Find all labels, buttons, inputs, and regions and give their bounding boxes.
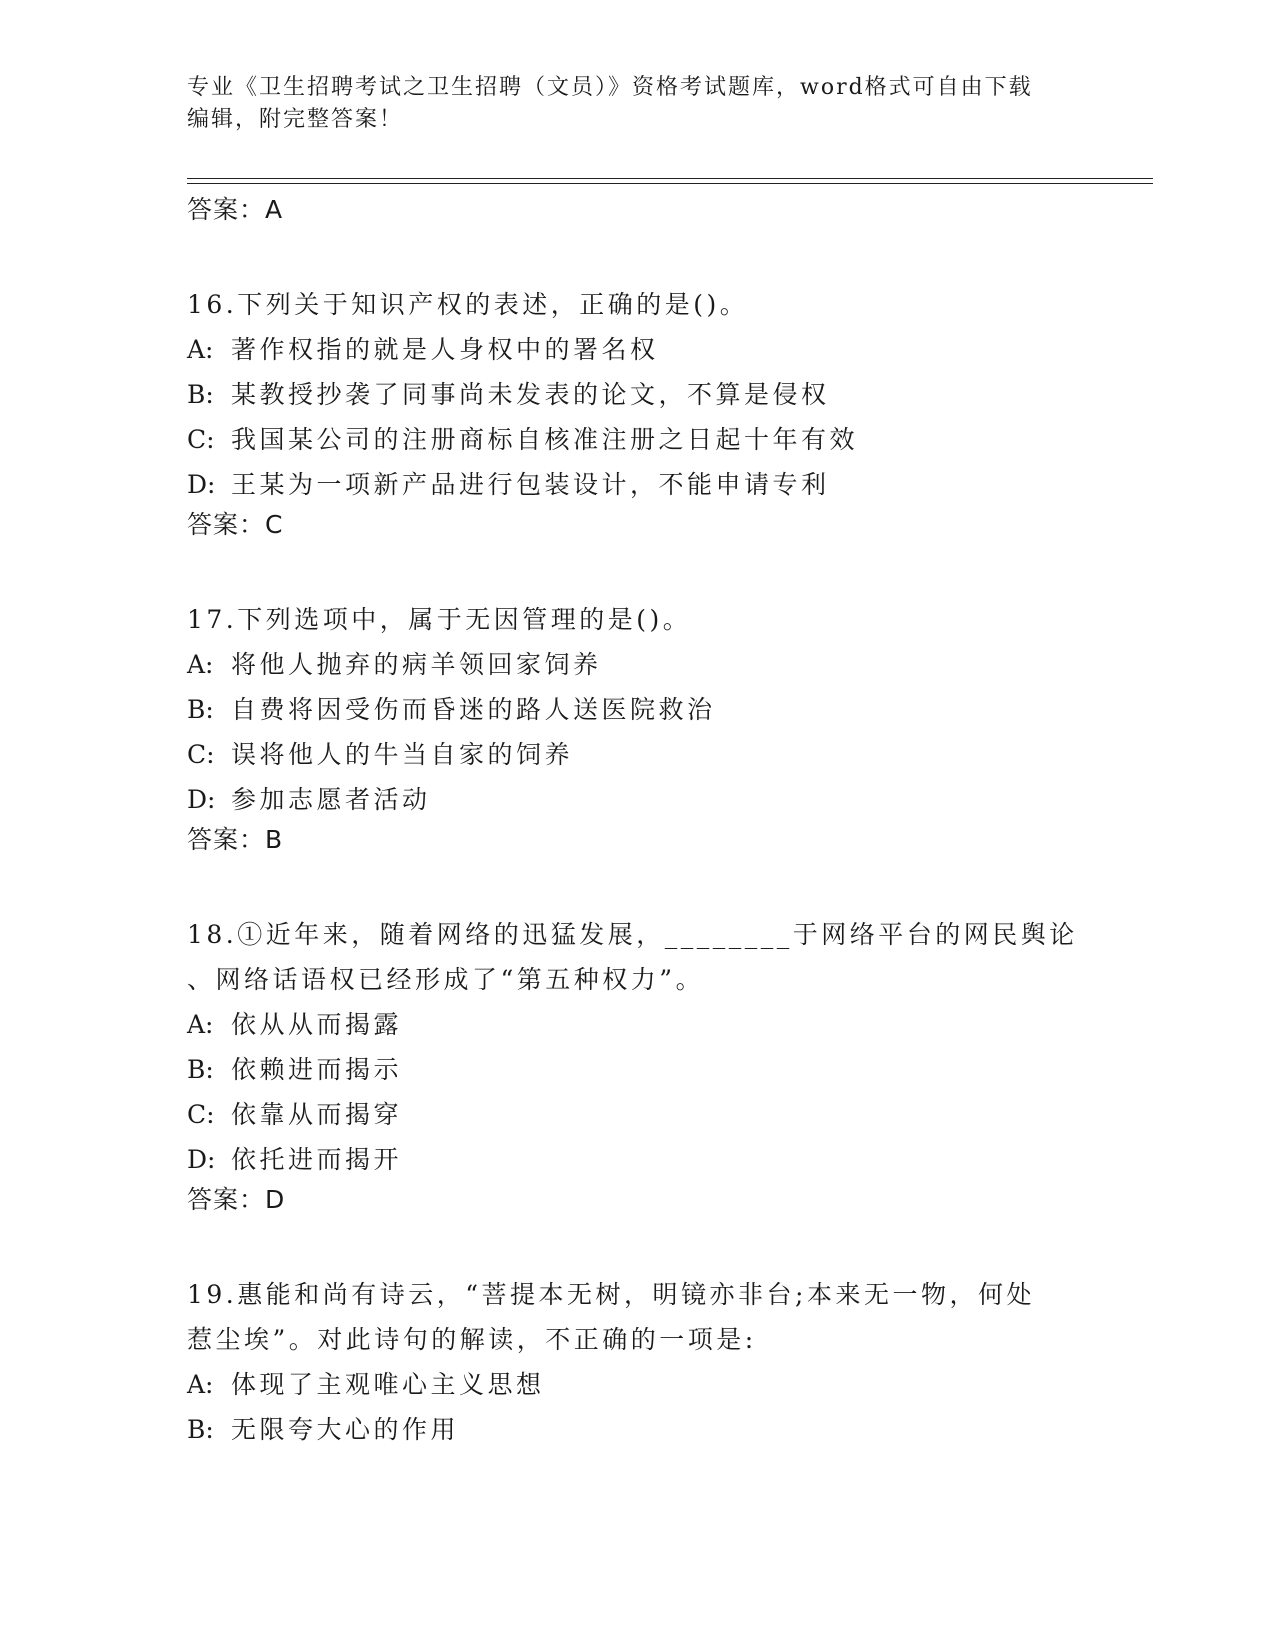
option-a [187, 642, 1087, 687]
spacer [187, 858, 1087, 912]
header-line-2: 编辑，附完整答案！ [187, 107, 404, 132]
question-block [187, 912, 1087, 1218]
option-b [187, 372, 1087, 417]
document-header [187, 72, 1087, 136]
option-letter: C: [187, 425, 215, 454]
option-c [187, 1092, 1087, 1137]
option-letter: A: [187, 335, 214, 364]
answer-line: 答案：A [187, 195, 284, 224]
question-stem-line-1: 18.①近年来，随着网络的迅猛发展，________于网络平台的网民舆论 [187, 920, 1078, 949]
option-d [187, 462, 1087, 507]
option-c [187, 417, 1087, 462]
option-text: 误将他人的牛当自家的饲养 [231, 740, 574, 769]
option-text: 无限夸大心的作用 [231, 1415, 460, 1444]
option-letter: D: [187, 785, 216, 814]
option-letter: D: [187, 470, 216, 499]
document-body [187, 192, 1087, 1452]
question-stem-line-2: 、网络话语权已经形成了“第五种权力”。 [187, 965, 705, 994]
option-d [187, 1137, 1087, 1182]
option-letter: B: [187, 695, 214, 724]
option-a [187, 1362, 1087, 1407]
option-text: 依从从而揭露 [231, 1010, 403, 1039]
option-letter: B: [187, 1055, 214, 1084]
question-stem: 16.下列关于知识产权的表述，正确的是()。 [187, 290, 749, 319]
option-letter: B: [187, 1415, 214, 1444]
option-letter: A: [187, 650, 214, 679]
option-text: 依赖进而揭示 [231, 1055, 403, 1084]
spacer [187, 543, 1087, 597]
option-text: 某教授抄袭了同事尚未发表的论文，不算是侵权 [231, 380, 830, 409]
option-text: 依靠从而揭穿 [231, 1100, 403, 1129]
option-letter: A: [187, 1370, 214, 1399]
option-a [187, 327, 1087, 372]
option-text: 著作权指的就是人身权中的署名权 [231, 335, 659, 364]
option-a [187, 1002, 1087, 1047]
option-letter: D: [187, 1145, 216, 1174]
question-block [187, 597, 1087, 858]
question-block [187, 1272, 1087, 1452]
option-d [187, 777, 1087, 822]
answer-line: 答案：C [187, 510, 284, 539]
option-text: 体现了主观唯心主义思想 [231, 1370, 545, 1399]
option-text: 依托进而揭开 [231, 1145, 403, 1174]
option-b [187, 1407, 1087, 1452]
option-letter: B: [187, 380, 214, 409]
option-text: 王某为一项新产品进行包装设计，不能申请专利 [231, 470, 830, 499]
question-stem: 17.下列选项中，属于无因管理的是()。 [187, 605, 692, 634]
option-text: 我国某公司的注册商标自核准注册之日起十年有效 [231, 425, 859, 454]
option-letter: C: [187, 740, 215, 769]
answer-line: 答案：D [187, 1185, 286, 1214]
question-block [187, 282, 1087, 543]
header-line-1: 专业《卫生招聘考试之卫生招聘（文员）》资格考试题库，word格式可自由下载 [187, 75, 1033, 100]
option-c [187, 732, 1087, 777]
spacer [187, 228, 1087, 282]
answer-line: 答案：B [187, 825, 284, 854]
option-letter: C: [187, 1100, 215, 1129]
spacer [187, 1218, 1087, 1272]
option-b [187, 1047, 1087, 1092]
option-letter: A: [187, 1010, 214, 1039]
question-stem-line-2: 惹尘埃”。对此诗句的解读，不正确的一项是: [187, 1325, 757, 1354]
option-b [187, 687, 1087, 732]
option-text: 自费将因受伤而昏迷的路人送医院救治 [231, 695, 716, 724]
header-divider-top [187, 178, 1153, 179]
header-divider-bottom [187, 183, 1153, 184]
question-stem-line-1: 19.惠能和尚有诗云，“菩提本无树，明镜亦非台;本来无一物，何处 [187, 1280, 1035, 1309]
option-text: 将他人抛弃的病羊领回家饲养 [231, 650, 602, 679]
option-text: 参加志愿者活动 [231, 785, 431, 814]
